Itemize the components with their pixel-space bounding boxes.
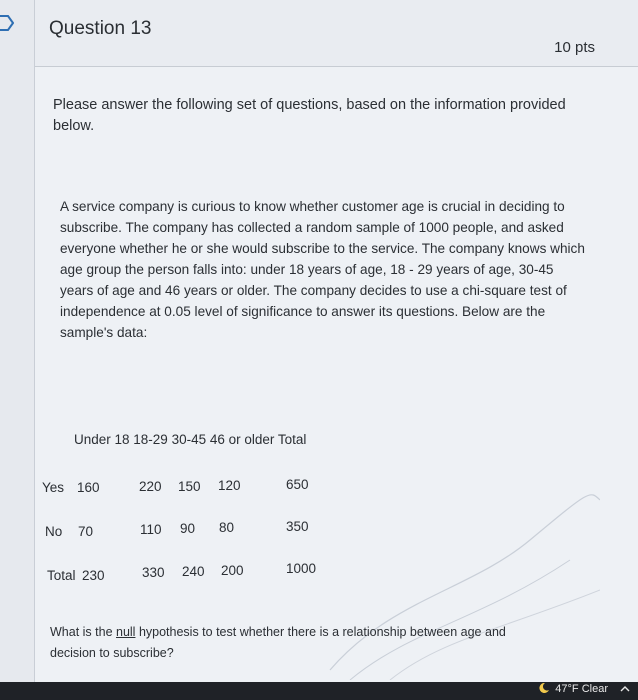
- taskbar: [0, 682, 638, 700]
- row-label-yes: Yes: [42, 480, 65, 495]
- table-cell: 90: [180, 521, 196, 536]
- table-cell: 650: [286, 477, 309, 492]
- question-points: 10 pts: [554, 39, 595, 56]
- table-cell: 240: [182, 564, 205, 579]
- table-cell: 120: [218, 478, 241, 493]
- table-cell: 150: [178, 479, 201, 494]
- flag-icon: [0, 14, 14, 32]
- table-cell: 1000: [286, 561, 317, 576]
- table-cell: 230: [82, 568, 105, 583]
- moon-icon: [539, 683, 549, 693]
- row-label-no: No: [45, 524, 63, 539]
- table-cell: 160: [77, 480, 100, 495]
- row-label-total: Total: [47, 568, 76, 583]
- scenario-text: A service company is curious to know whether customer age is crucial in deciding to subscribe. The company has collected a random sample of 1000 people, and asked everyone whether he or she would subscribe to the service. The company knows which age group the person falls into: under 18 years of age, 18 - 29 years of age, 30-45 years of age and 46 years or older. The company decides to use a chi-square test of independence at 0.05 level of significance to answer its questions. Below are the sample's data:: [60, 199, 585, 340]
- left-margin: [0, 0, 34, 700]
- table-cell: 110: [140, 522, 162, 537]
- table-cell: 330: [142, 565, 165, 580]
- table-header: Under 18 18-29 30-45 46 or older Total: [74, 432, 307, 447]
- weather-text: 47°F Clear: [555, 683, 608, 695]
- chevron-up-icon[interactable]: [620, 684, 630, 694]
- null-underlined: null: [116, 625, 136, 639]
- question-title: Question 13: [49, 18, 152, 39]
- table-cell: 80: [219, 520, 235, 535]
- weather-widget[interactable]: [539, 683, 608, 695]
- question-prompt: What is the null hypothesis to test whether there is a relationship between age and decision to subscribe?: [50, 625, 506, 660]
- table-cell: 70: [78, 524, 94, 539]
- table-cell: 220: [139, 479, 162, 494]
- question-header: [35, 0, 638, 67]
- table-cell: 350: [286, 519, 309, 534]
- table-cell: 200: [221, 563, 244, 578]
- instructions-text: Please answer the following set of questions, based on the information provided below.: [53, 97, 566, 134]
